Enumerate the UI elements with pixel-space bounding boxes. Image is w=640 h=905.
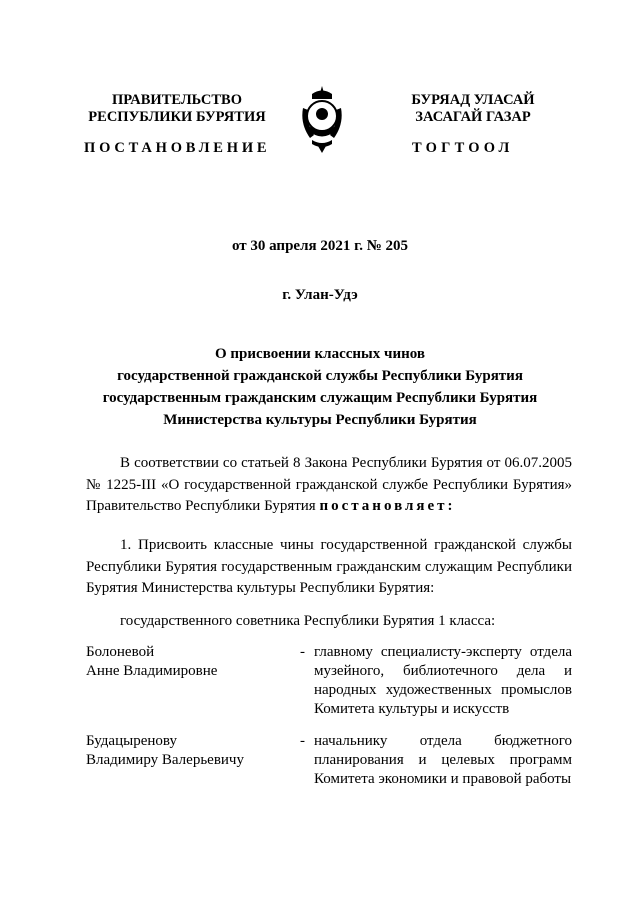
preamble-text: В соответствии со статьей 8 Закона Республики Бурятия от 06.07.2005 № 1225-III «О государственной гражданской службе Республики Бурятия» Правительство Республики Бурятия — [86, 455, 572, 514]
decree-label-buryat: ТОГТООЛ — [412, 140, 514, 156]
appointee-surname: Болоневой — [86, 644, 155, 660]
decree-city: г. Улан-Удэ — [282, 287, 358, 303]
decree-title — [0, 343, 640, 431]
appointee-position: главному специалисту-эксперту отдела музейного, библиотечного дела и народных художественных промыслов Комитета культуры и искусств — [314, 644, 572, 717]
appointee-given-name: Анне Владимировне — [86, 663, 218, 679]
appointee-name — [86, 643, 286, 681]
resolves-colon: : — [447, 498, 453, 514]
government-header-buryat — [380, 92, 566, 126]
header-right-line2: ЗАСАГАЙ ГАЗАР — [415, 109, 531, 125]
title-line: государственным гражданским служащим Республики Бурятия — [102, 390, 538, 406]
preamble-paragraph — [86, 453, 572, 518]
point-1-paragraph — [86, 535, 572, 600]
appointee-dash: - — [300, 733, 305, 749]
header-left-line2: РЕСПУБЛИКИ БУРЯТИЯ — [88, 109, 266, 125]
decree-label-russian: ПОСТАНОВЛЕНИЕ — [84, 140, 271, 156]
appointee-name — [86, 732, 286, 770]
point-1-text: 1. Присвоить классные чины государственной гражданской службы Республики Бурятия государственным гражданским служащим Республики Бурятия Министерства культуры Республики Бурятия: — [86, 537, 572, 596]
title-line: Министерства культуры Республики Бурятия — [163, 412, 477, 428]
rank-heading: государственного советника Республики Бурятия 1 класса: — [120, 613, 496, 629]
appointee-surname: Будацыренову — [86, 733, 177, 749]
title-line: государственной гражданской службы Республики Бурятия — [117, 368, 523, 384]
decree-date-number: от 30 апреля 2021 г. № 205 — [231, 238, 409, 254]
appointee-position: начальнику отдела бюджетного планирования и целевых программ Комитета экономики и правовой работы — [314, 733, 572, 787]
resolves-word: постановляет — [319, 498, 448, 514]
appointee-given-name: Владимиру Валерьевичу — [86, 752, 244, 768]
title-line: О присвоении классных чинов — [215, 346, 425, 362]
header-left-line1: ПРАВИТЕЛЬСТВО — [112, 92, 242, 108]
header-right-line1: БУРЯАД УЛАСАЙ — [411, 92, 535, 108]
coat-of-arms-icon — [300, 84, 344, 154]
appointee-dash: - — [300, 644, 305, 660]
government-header-russian — [72, 92, 282, 126]
